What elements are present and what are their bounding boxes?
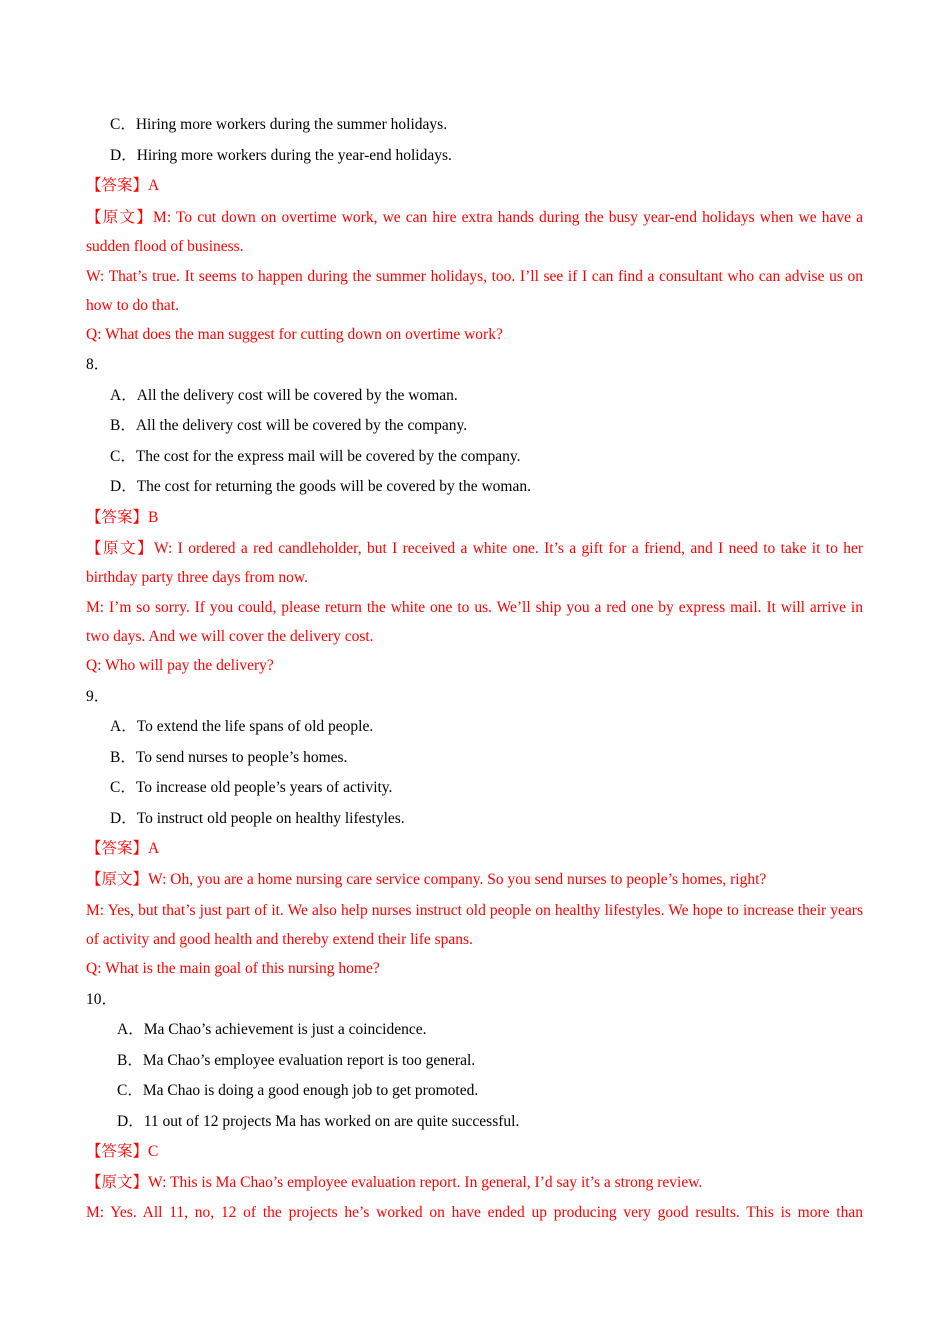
q10-option-c: C．Ma Chao is doing a good enough job to get promoted. [117, 1082, 479, 1099]
q10-answer: 【答案】C [86, 1143, 159, 1160]
q8-option-d: D．The cost for returning the goods will be covered by the woman. [110, 478, 531, 495]
q8-transcript-line-1: 【原文】W: I ordered a red candleholder, but I received a white one. It’s a gift for a friend, and I need to take it to her birthday party three days from now. [86, 540, 863, 586]
q9-transcript-line-1: 【原文】W: Oh, you are a home nursing care service company. So you send nurses to people’s homes, right? [86, 870, 767, 888]
q9-option-b: B．To send nurses to people’s homes. [110, 748, 348, 766]
q8-option-c: C．The cost for the express mail will be covered by the company. [110, 447, 521, 465]
q9-option-d: D．To instruct old people on healthy lifestyles. [110, 809, 405, 827]
q8-answer: 【答案】B [86, 508, 159, 526]
q9-question: Q: What is the main goal of this nursing home? [86, 960, 380, 977]
q9-option-c: C．To increase old people’s years of activity. [110, 779, 393, 796]
document-page [86, 110, 863, 1229]
q8-question: Q: Who will pay the delivery? [86, 657, 274, 674]
q9-number: 9． [86, 687, 110, 705]
q9-answer: 【答案】A [86, 840, 160, 857]
q7-answer: 【答案】A [86, 177, 160, 194]
q10-transcript-line-1: 【原文】W: This is Ma Chao’s employee evaluation report. In general, I’d say it’s a strong review. [86, 1173, 703, 1191]
q10-option-d: D．11 out of 12 projects Ma has worked on are quite successful. [117, 1112, 520, 1130]
q8-transcript-line-2: M: I’m so sorry. If you could, please return the white one to us. We’ll ship you a red one by express mail. It will arrive in two days. And we will cover the delivery cost. [86, 599, 863, 645]
q10-option-b: B．Ma Chao’s employee evaluation report is too general. [117, 1051, 476, 1069]
q10-transcript-line-2: M: Yes. All 11, no, 12 of the projects he’s worked on have ended up producing very good results. This is more than [86, 1204, 863, 1221]
q7-question: Q: What does the man suggest for cutting down on overtime work? [86, 325, 503, 343]
q8-option-a: A．All the delivery cost will be covered by the woman. [110, 386, 458, 404]
q7-transcript-line-1: 【原文】M: To cut down on overtime work, we can hire extra hands during the busy year-end holidays when we have a sudden flood of business. [86, 208, 863, 255]
q8-option-b: B．All the delivery cost will be covered by the company. [110, 417, 468, 434]
q10-option-a: A．Ma Chao’s achievement is just a coincidence. [117, 1021, 427, 1038]
q9-option-a: A．To extend the life spans of old people. [110, 718, 374, 735]
q9-transcript-line-2: M: Yes, but that’s just part of it. We also help nurses instruct old people on healthy lifestyles. We hope to increase their years of activity and good health and thereby extend their life spans. [86, 902, 863, 948]
q8-number: 8． [86, 356, 110, 373]
q7-transcript-line-2: W: That’s true. It seems to happen during the summer holidays, too. I’ll see if I can find a consultant who can advise us on how to do that. [86, 267, 863, 314]
q10-number: 10． [86, 990, 118, 1008]
q7-option-c: C．Hiring more workers during the summer holidays. [110, 116, 448, 133]
q7-option-d: D．Hiring more workers during the year-end holidays. [110, 146, 452, 164]
